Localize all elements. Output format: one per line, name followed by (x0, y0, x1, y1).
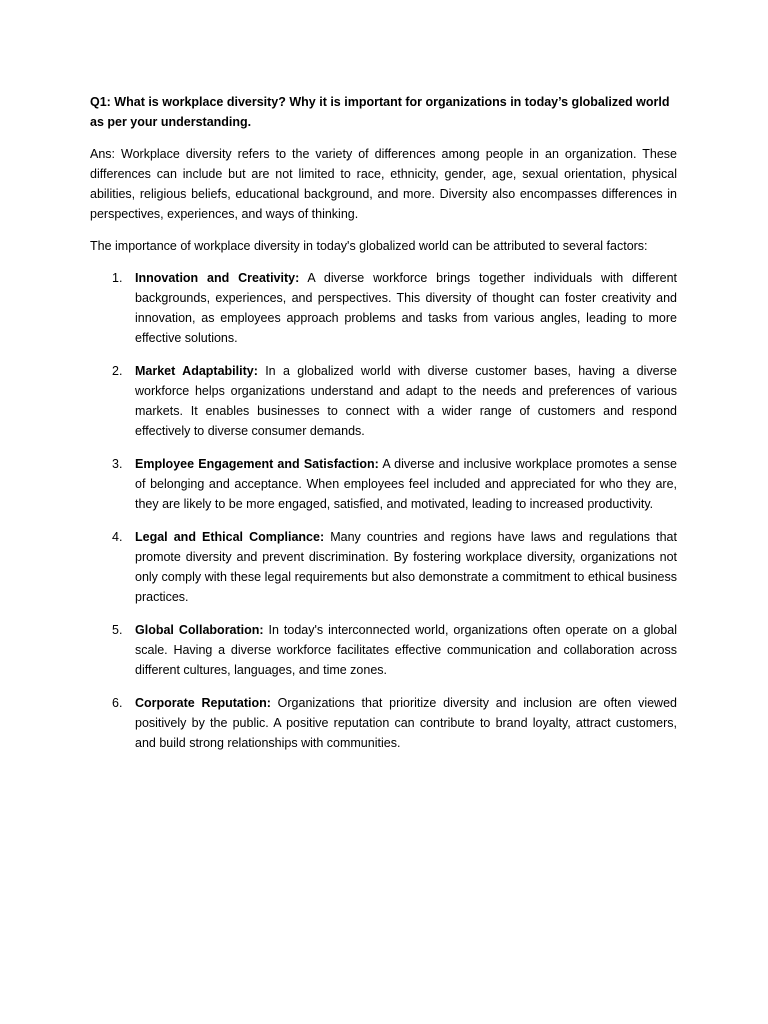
list-item-number: 6. (112, 696, 123, 710)
factor-list (90, 268, 677, 753)
list-item-number: 2. (112, 364, 123, 378)
list-item-text: Organizations that prioritize diversity and inclusion are often viewed positively by the public. A positive reputation can contribute to brand loyalty, attract customers, and build strong relationships with communities. (135, 696, 677, 750)
document-page (90, 92, 677, 766)
list-item (90, 361, 677, 441)
list-item-text: In a globalized world with diverse customer bases, having a diverse workforce helps organizations understand and adapt to the needs and preferences of various markets. It enables businesses to connect with a wider range of customers and respond effectively to diverse consumer demands. (135, 364, 677, 438)
list-item-title: Global Collaboration: (135, 623, 264, 637)
list-item-title: Employee Engagement and Satisfaction: (135, 457, 379, 471)
list-item-text: A diverse and inclusive workplace promotes a sense of belonging and acceptance. When employees feel included and appreciated for who they are, they are likely to be more engaged, satisfied, and motivated, leading to increased productivity. (135, 457, 677, 511)
list-item-number: 4. (112, 530, 123, 544)
list-item-title: Market Adaptability: (135, 364, 258, 378)
list-item (90, 454, 677, 514)
list-item-title: Legal and Ethical Compliance: (135, 530, 325, 544)
list-item (90, 620, 677, 680)
intro-paragraph: The importance of workplace diversity in today's globalized world can be attributed to several factors: (90, 239, 648, 253)
list-item-number: 3. (112, 457, 123, 471)
list-item (90, 268, 677, 348)
question-heading: Q1: What is workplace diversity? Why it is important for organizations in today’s globalized world as per your understanding. (90, 95, 670, 129)
list-item-text: Many countries and regions have laws and regulations that promote diversity and prevent discrimination. By fostering workplace diversity, organizations not only comply with these legal requirements but also demonstrate a commitment to ethical business practices. (135, 530, 677, 604)
list-item-text: In today's interconnected world, organizations often operate on a global scale. Having a diverse workforce facilitates effective communication and collaboration across different cultures, languages, and time zones. (135, 623, 677, 677)
list-item (90, 527, 677, 607)
list-item-text: A diverse workforce brings together individuals with different backgrounds, experiences, and perspectives. This diversity of thought can foster creativity and innovation, as employees approach problems and tasks from various angles, leading to more effective solutions. (135, 271, 677, 345)
list-item (90, 693, 677, 753)
answer-paragraph: Ans: Workplace diversity refers to the variety of differences among people in an organization. These differences can include but are not limited to race, ethnicity, gender, age, sexual orientation, physical abilities, religious beliefs, educational background, and more. Diversity also encompasses differences in perspectives, experiences, and ways of thinking. (90, 147, 677, 221)
list-item-number: 5. (112, 623, 123, 637)
list-item-number: 1. (112, 271, 123, 285)
list-item-title: Corporate Reputation: (135, 696, 271, 710)
list-item-title: Innovation and Creativity: (135, 271, 300, 285)
